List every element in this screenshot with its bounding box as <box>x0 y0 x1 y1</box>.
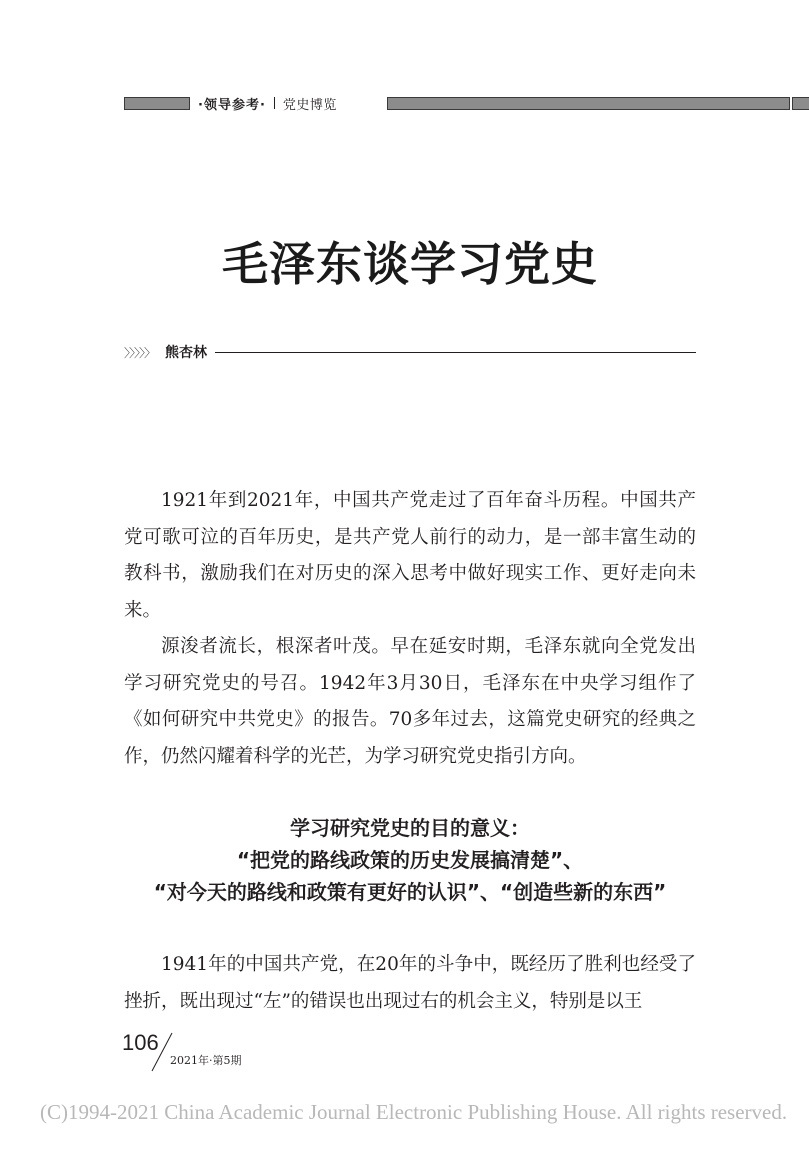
paragraph: 1941年的中国共产党，在20年的斗争中，既经历了胜利也经受了挫折，既出现过“左”的错误也出现过右的机会主义，特别是以王 <box>124 954 696 1012</box>
section-body <box>124 947 696 1020</box>
header-bar-left <box>124 97 190 110</box>
issue-label: 2021年·第5期 <box>170 1054 242 1067</box>
byline-arrows-icon: 〉〉〉〉〉 <box>124 345 156 360</box>
paragraph: 源浚者流长，根深者叶茂。早在延安时期，毛泽东就向全党发出学习研究党史的号召。1942年3月30日，毛泽东在中央学习组作了《如何研究中共党史》的报告。70多年过去，这篇党史研究的经典之作，仍然闪耀着科学的光芒，为学习研究党史指引方向。 <box>124 636 696 767</box>
byline-rule <box>215 352 696 353</box>
section-heading-line: 学习研究党史的目的意义： <box>290 816 530 840</box>
article-intro <box>124 483 696 775</box>
section-heading-line: “对今天的路线和政策有更好的认识”、“创造些新的东西” <box>153 880 667 904</box>
byline <box>124 342 696 362</box>
page-number: 106 <box>122 1030 159 1055</box>
paragraph: 1921年到2021年，中国共产党走过了百年奋斗历程。中国共产党可歌可泣的百年历史，是共产党人前行的动力，是一部丰富生动的教科书，激励我们在对历史的深入思考中做好现实工作、更好走向未来。 <box>124 490 696 621</box>
article-title: 毛泽东谈学习党史 <box>222 237 598 291</box>
header-separator <box>274 97 275 109</box>
section-heading-line: “把党的路线政策的历史发展搞清楚”、 <box>236 848 584 872</box>
section-heading <box>124 812 696 908</box>
header-bar-right <box>387 97 790 110</box>
header-bar-end <box>792 97 809 110</box>
column-name: ·领导参考· <box>198 97 266 113</box>
running-header <box>198 93 337 113</box>
author-name: 熊杏林 <box>165 345 208 361</box>
subsection-name: 党史博览 <box>282 97 337 113</box>
copyright-notice: (C)1994-2021 China Academic Journal Electronic Publishing House. All rights reserved. <box>40 1100 788 1124</box>
